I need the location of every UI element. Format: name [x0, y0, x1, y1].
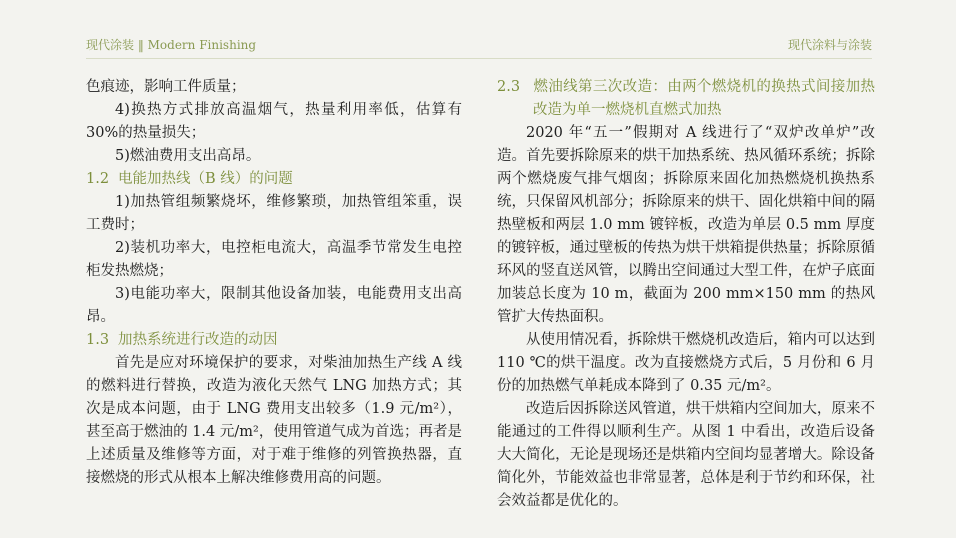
section-number: 2.3 [497, 79, 521, 95]
list-item-4: 4)换热方式排放高温烟气，热量利用率低，估算有30%的热量损失； [86, 102, 462, 141]
section-title: 加热系统进行改造的动因 [118, 332, 278, 348]
running-header-right: 现代涂料与涂装 [787, 38, 872, 52]
body-paragraph: 2020 年“五一”假期对 A 线进行了“双炉改单炉”改造。首先要拆除原来的烘干加热系统、热风循环系统；拆除两个燃烧废气排气烟囱；拆除原来固化加热燃烧机换热系统，只保留风机部分；拆除原来的烘干、固化烘箱中间的隔热壁板和两层 1.0 mm 镀锌板，改造为单层 0.5 mm 厚度的镀锌板，通过壁板的传热为烘干烘箱提供热量；拆除原循环风的竖直送风管，以腾出空间通过大型工件，在炉子底面加装总长度为 10 m，截面为 200 mm×150 mm 的热风管扩大传热面积。 [497, 125, 875, 325]
paragraph-continued: 色痕迹，影响工件质量； [86, 79, 246, 95]
running-header-left: 现代涂装 ‖ Modern Finishing [86, 38, 257, 52]
body-paragraph: 首先是应对环境保护的要求，对柴油加热生产线 A 线的燃料进行替换，改造为液化天然气 LNG 加热方式；其次是成本问题，由于 LNG 费用支出较多（1.9 元/m²），甚至高于燃油的 1.4 元/m²，使用管道气成为首选；再者是上述质量及维修等方面，对于难于维修的列管换热器，直接燃烧的形式从根本上解决维修费用高的问题。 [86, 355, 462, 486]
body-paragraph: 改造后因拆除送风管道，烘干烘箱内空间加大，原来不能通过的工件得以顺利生产。从图 1 中看出，改造后设备大大简化，无论是现场还是烘箱内空间均显著增大。除设备简化外，节能效益也非常显著，总体是利于节约和环保，社会效益都是优化的。 [497, 401, 875, 509]
body-paragraph: 从使用情况看，拆除烘干燃烧机改造后，箱内可以达到 110 ℃的烘干温度。改为直接燃烧方式后，5 月份和 6 月份的加热燃气单耗成本降到了 0.35 元/m²。 [497, 332, 875, 394]
list-item-2: 2)装机功率大，电控柜电流大，高温季节常发生电控柜发热燃烧； [86, 240, 462, 279]
section-number: 1.2 [86, 171, 110, 187]
section-number: 1.3 [86, 332, 110, 348]
list-item-5: 5)燃油费用支出高昂。 [115, 148, 261, 164]
section-heading-2-3 [497, 76, 875, 122]
section-heading-1-2 [86, 168, 462, 191]
section-heading-1-3 [86, 329, 462, 352]
section-title: 电能加热线（B 线）的问题 [118, 171, 293, 187]
left-column [86, 76, 462, 490]
header-divider [86, 58, 872, 59]
section-title: 燃油线第三次改造：由两个燃烧机的换热式间接加热改造为单一燃烧机直燃式加热 [533, 79, 875, 118]
list-item-3: 3)电能功率大，限制其他设备加装，电能费用支出高昂。 [86, 286, 462, 325]
right-column [497, 76, 875, 513]
list-item-1: 1)加热管组频繁烧坏，维修繁琐，加热管组笨重，误工费时； [86, 194, 462, 233]
